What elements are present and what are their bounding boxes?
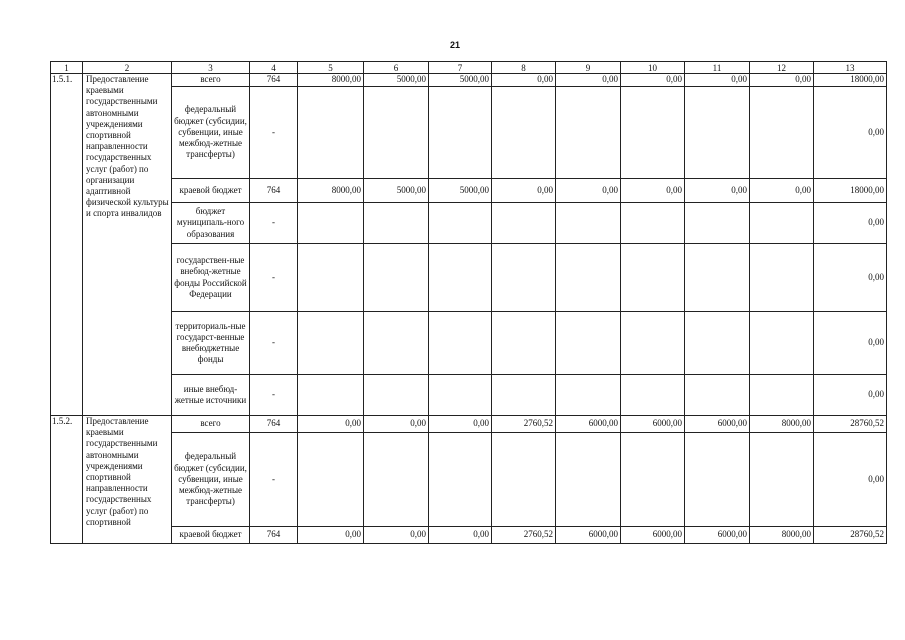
value-cell: [750, 87, 814, 179]
value-cell: 8000,00: [750, 416, 814, 433]
code-cell: 764: [250, 416, 298, 433]
item-code: 1.5.2.: [51, 416, 83, 544]
value-cell: [429, 433, 492, 527]
value-cell: [492, 203, 556, 244]
value-cell: 0,00: [750, 179, 814, 203]
value-cell: 0,00: [364, 527, 429, 544]
value-cell: [364, 433, 429, 527]
value-cell: [492, 375, 556, 416]
column-number-row: [51, 62, 887, 74]
column-number: 2: [83, 62, 172, 74]
total-cell: 18000,00: [814, 179, 887, 203]
value-cell: [556, 375, 621, 416]
code-cell: -: [250, 203, 298, 244]
table-row: [51, 375, 887, 416]
funding-source: бюджет муниципаль-ного образования: [172, 203, 250, 244]
code-cell: 764: [250, 74, 298, 87]
value-cell: 0,00: [750, 74, 814, 87]
value-cell: 0,00: [621, 179, 685, 203]
value-cell: 0,00: [364, 416, 429, 433]
column-number: 8: [492, 62, 556, 74]
value-cell: [621, 203, 685, 244]
value-cell: 0,00: [685, 179, 750, 203]
value-cell: 5000,00: [364, 74, 429, 87]
value-cell: 0,00: [556, 179, 621, 203]
funding-source: иные внебюд-жетные источники: [172, 375, 250, 416]
value-cell: 6000,00: [685, 527, 750, 544]
value-cell: [750, 244, 814, 312]
code-cell: 764: [250, 179, 298, 203]
value-cell: [429, 244, 492, 312]
column-number: 11: [685, 62, 750, 74]
column-number: 3: [172, 62, 250, 74]
value-cell: 0,00: [556, 74, 621, 87]
value-cell: [298, 87, 364, 179]
table-row: [51, 87, 887, 179]
column-number: 4: [250, 62, 298, 74]
funding-source: всего: [172, 74, 250, 87]
value-cell: 5000,00: [429, 74, 492, 87]
item-name: Предоставление краевыми государственными автономными учреждениями спортивной направленности государственных услуг (работ) по организации адаптивной физической культуры и спорта инвалидов: [83, 74, 172, 416]
value-cell: [556, 312, 621, 375]
value-cell: [429, 375, 492, 416]
value-cell: [750, 375, 814, 416]
value-cell: [298, 433, 364, 527]
value-cell: 6000,00: [685, 416, 750, 433]
value-cell: [492, 312, 556, 375]
value-cell: 8000,00: [298, 74, 364, 87]
funding-source: всего: [172, 416, 250, 433]
item-name: Предоставление краевыми государственными автономными учреждениями спортивной направленности государственных услуг (работ) по спортивной: [83, 416, 172, 544]
value-cell: 6000,00: [621, 416, 685, 433]
value-cell: [364, 244, 429, 312]
table-row: [51, 312, 887, 375]
funding-source: краевой бюджет: [172, 179, 250, 203]
value-cell: [492, 433, 556, 527]
value-cell: [685, 203, 750, 244]
value-cell: [429, 312, 492, 375]
funding-source: территориаль-ные государст-венные внебюджетные фонды: [172, 312, 250, 375]
total-cell: 0,00: [814, 203, 887, 244]
column-number: 12: [750, 62, 814, 74]
value-cell: [750, 203, 814, 244]
value-cell: [685, 375, 750, 416]
value-cell: [685, 433, 750, 527]
value-cell: [298, 244, 364, 312]
funding-source: федеральный бюджет (субсидии, субвенции, иные межбюд-жетные трансферты): [172, 433, 250, 527]
value-cell: 5000,00: [429, 179, 492, 203]
total-cell: 28760,52: [814, 416, 887, 433]
code-cell: -: [250, 375, 298, 416]
value-cell: 0,00: [621, 74, 685, 87]
value-cell: [621, 244, 685, 312]
value-cell: 0,00: [298, 527, 364, 544]
value-cell: 5000,00: [364, 179, 429, 203]
value-cell: [298, 375, 364, 416]
value-cell: [685, 87, 750, 179]
column-number: 10: [621, 62, 685, 74]
funding-source: государствен-ные внебюд-жетные фонды Российской Федерации: [172, 244, 250, 312]
total-cell: 0,00: [814, 244, 887, 312]
value-cell: [298, 312, 364, 375]
column-number: 9: [556, 62, 621, 74]
value-cell: [492, 244, 556, 312]
table-row: [51, 203, 887, 244]
value-cell: [364, 87, 429, 179]
value-cell: 0,00: [492, 179, 556, 203]
value-cell: 6000,00: [621, 527, 685, 544]
value-cell: 6000,00: [556, 527, 621, 544]
value-cell: [556, 433, 621, 527]
value-cell: 8000,00: [298, 179, 364, 203]
value-cell: [364, 203, 429, 244]
value-cell: [429, 203, 492, 244]
value-cell: [556, 203, 621, 244]
page-number: 21: [449, 40, 460, 50]
total-cell: 0,00: [814, 87, 887, 179]
table-row: [51, 527, 887, 544]
value-cell: 0,00: [429, 416, 492, 433]
code-cell: 764: [250, 527, 298, 544]
table-row: [51, 433, 887, 527]
value-cell: [621, 433, 685, 527]
value-cell: [685, 312, 750, 375]
total-cell: 0,00: [814, 375, 887, 416]
budget-table: [50, 61, 887, 544]
value-cell: [621, 375, 685, 416]
value-cell: [492, 87, 556, 179]
value-cell: [556, 244, 621, 312]
total-cell: 0,00: [814, 433, 887, 527]
column-number: 6: [364, 62, 429, 74]
value-cell: [750, 433, 814, 527]
value-cell: 0,00: [685, 74, 750, 87]
code-cell: -: [250, 433, 298, 527]
value-cell: 0,00: [492, 74, 556, 87]
total-cell: 18000,00: [814, 74, 887, 87]
table-row: [51, 74, 887, 87]
code-cell: -: [250, 312, 298, 375]
table-row: [51, 179, 887, 203]
value-cell: [556, 87, 621, 179]
total-cell: 28760,52: [814, 527, 887, 544]
value-cell: 0,00: [429, 527, 492, 544]
table-row: [51, 416, 887, 433]
value-cell: 8000,00: [750, 527, 814, 544]
value-cell: [621, 312, 685, 375]
code-cell: -: [250, 244, 298, 312]
value-cell: [298, 203, 364, 244]
value-cell: 2760,52: [492, 416, 556, 433]
column-number: 7: [429, 62, 492, 74]
value-cell: [429, 87, 492, 179]
total-cell: 0,00: [814, 312, 887, 375]
value-cell: 6000,00: [556, 416, 621, 433]
value-cell: [685, 244, 750, 312]
funding-source: краевой бюджет: [172, 527, 250, 544]
value-cell: [364, 375, 429, 416]
column-number: 1: [51, 62, 83, 74]
value-cell: [750, 312, 814, 375]
value-cell: 0,00: [298, 416, 364, 433]
value-cell: [364, 312, 429, 375]
funding-source: федеральный бюджет (субсидии, субвенции, иные межбюд-жетные трансферты): [172, 87, 250, 179]
code-cell: -: [250, 87, 298, 179]
item-code: 1.5.1.: [51, 74, 83, 416]
value-cell: 2760,52: [492, 527, 556, 544]
value-cell: [621, 87, 685, 179]
column-number: 5: [298, 62, 364, 74]
table-row: [51, 244, 887, 312]
column-number: 13: [814, 62, 887, 74]
